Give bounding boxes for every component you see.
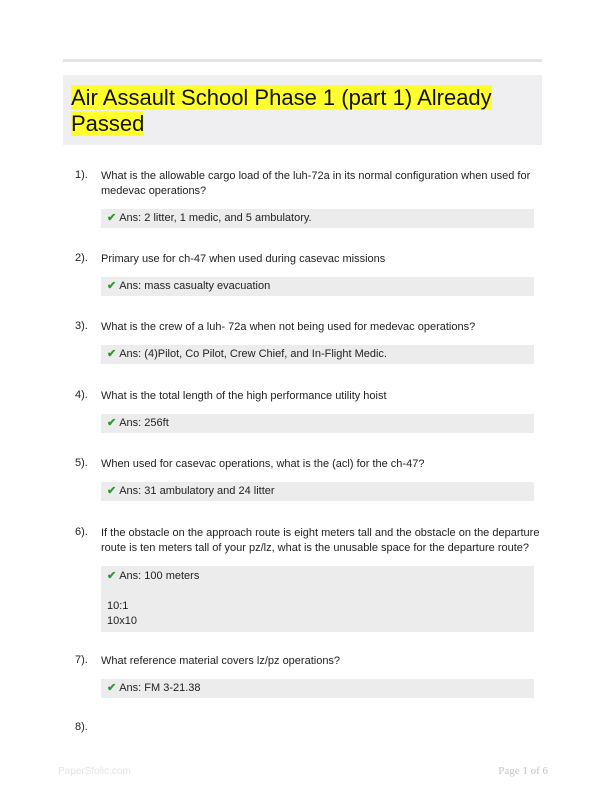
- answer-text: Ans: mass casualty evacuation: [119, 280, 271, 292]
- question-number: 3).: [75, 320, 88, 332]
- question-number: 4).: [75, 389, 88, 401]
- footer-watermark: PaperSfolic.com: [58, 766, 131, 777]
- answer-box: [101, 566, 534, 632]
- answer-extra-line: 10:1: [107, 600, 129, 612]
- answer-box: [101, 345, 534, 364]
- question-text: Primary use for ch-47 when used during casevac missions: [101, 253, 386, 265]
- answer-text: Ans: 100 meters: [119, 570, 200, 582]
- question-text: What reference material covers lz/pz operations?: [101, 655, 341, 667]
- checkmark-icon: ✔: [107, 682, 117, 694]
- answer-extra-line: 10x10: [107, 615, 137, 627]
- checkmark-icon: ✔: [107, 570, 117, 582]
- question-number: 6).: [75, 526, 88, 538]
- question-number: 8).: [75, 721, 88, 733]
- answer-text: Ans: 2 litter, 1 medic, and 5 ambulatory.: [119, 212, 312, 224]
- answer-text: Ans: 31 ambulatory and 24 litter: [119, 485, 275, 497]
- checkmark-icon: ✔: [107, 417, 117, 429]
- answer-box: [101, 482, 534, 501]
- title-box: [63, 75, 542, 145]
- answer-text: Ans: FM 3-21.38: [119, 682, 201, 694]
- answer-box: [101, 414, 534, 433]
- page-title: [71, 85, 534, 137]
- question-number: 1).: [75, 169, 88, 181]
- checkmark-icon: ✔: [107, 485, 117, 497]
- question-number: 2).: [75, 252, 88, 264]
- question-number: 7).: [75, 654, 88, 666]
- question-text: What is the allowable cargo load of the luh-72a in its normal configuration when used for medevac operations?: [101, 170, 531, 197]
- question-text: What is the crew of a luh- 72a when not being used for medevac operations?: [101, 321, 476, 333]
- answer-box: [101, 679, 534, 698]
- answer-text: Ans: 256ft: [119, 417, 169, 429]
- answer-text: Ans: (4)Pilot, Co Pilot, Crew Chief, and In-Flight Medic.: [119, 348, 387, 360]
- checkmark-icon: ✔: [107, 280, 117, 292]
- checkmark-icon: ✔: [107, 348, 117, 360]
- answer-box: [101, 209, 534, 228]
- question-text: If the obstacle on the approach route is eight meters tall and the obstacle on the departure route is ten meters tall of your pz/lz, what is the unusable space for the departure route?: [101, 527, 540, 554]
- answer-box: [101, 277, 534, 296]
- question-text: When used for casevac operations, what is the (acl) for the ch-47?: [101, 458, 425, 470]
- question-number: 5).: [75, 457, 88, 469]
- checkmark-icon: ✔: [107, 212, 117, 224]
- title-highlight: Air Assault School Phase 1 (part 1) Already Passed: [71, 85, 492, 136]
- page-number: Page 1 of 6: [498, 765, 548, 777]
- question-text: What is the total length of the high performance utility hoist: [101, 390, 387, 402]
- top-rule: [63, 59, 542, 62]
